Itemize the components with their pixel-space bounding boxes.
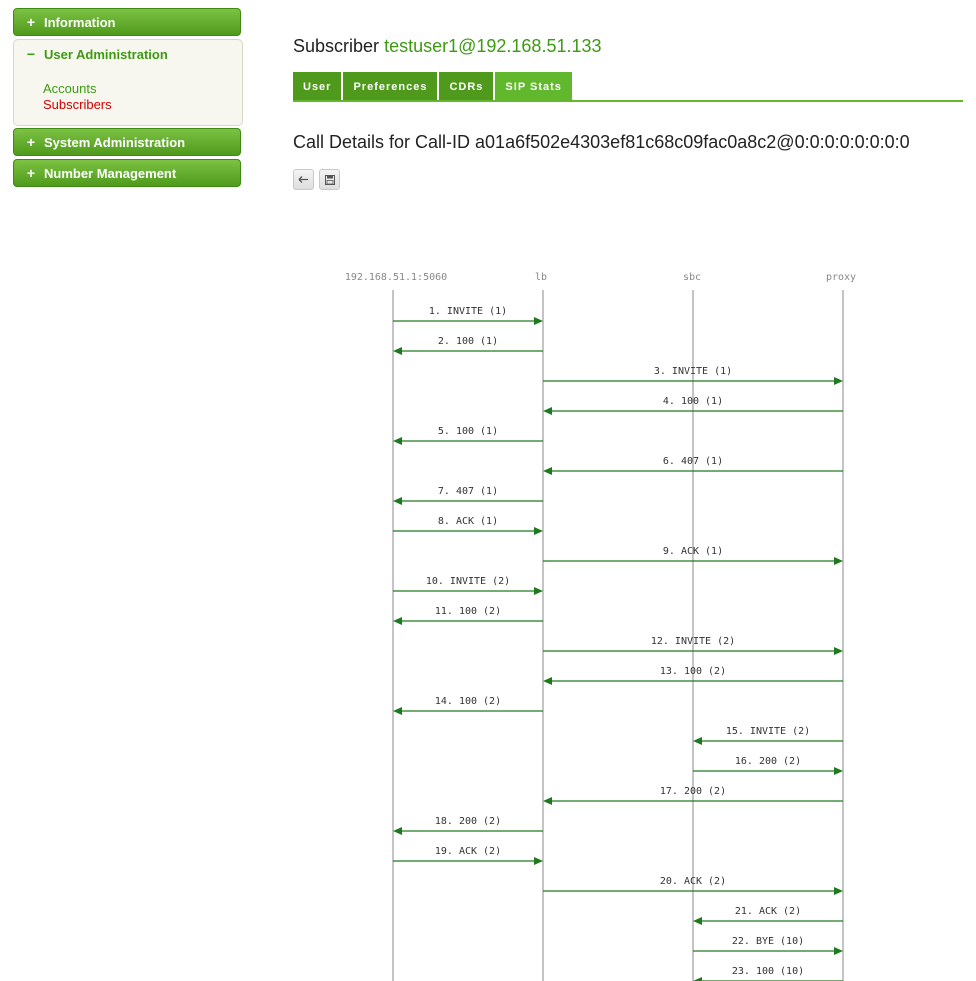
collapse-icon: − bbox=[26, 46, 36, 62]
sip-message[interactable] bbox=[393, 816, 543, 835]
sip-message[interactable] bbox=[393, 516, 543, 535]
arrow-head-icon bbox=[393, 497, 402, 505]
arrow-head-icon bbox=[393, 617, 402, 625]
arrow-head-icon bbox=[393, 347, 402, 355]
sip-message[interactable] bbox=[393, 606, 543, 625]
lane-label-2: sbc bbox=[682, 272, 702, 283]
expand-icon: + bbox=[26, 134, 36, 150]
sip-message[interactable] bbox=[393, 696, 543, 715]
message-label: 18. 200 (2) bbox=[434, 816, 502, 827]
sip-message[interactable] bbox=[393, 486, 543, 505]
sip-message[interactable] bbox=[393, 576, 543, 595]
accordion-information-label: Information bbox=[44, 14, 116, 30]
expand-icon: + bbox=[26, 165, 36, 181]
arrow-head-icon bbox=[543, 467, 552, 475]
arrow-head-icon bbox=[393, 437, 402, 445]
sip-message[interactable] bbox=[393, 846, 543, 865]
message-label: 7. 407 (1) bbox=[437, 486, 499, 497]
sip-message[interactable] bbox=[393, 306, 543, 325]
sip-message[interactable] bbox=[693, 936, 843, 955]
arrow-head-icon bbox=[834, 947, 843, 955]
arrow-head-icon bbox=[543, 407, 552, 415]
message-label: 10. INVITE (2) bbox=[425, 576, 511, 587]
message-label: 15. INVITE (2) bbox=[725, 726, 811, 737]
arrow-head-icon bbox=[534, 527, 543, 535]
arrow-head-icon bbox=[834, 557, 843, 565]
sip-message[interactable] bbox=[393, 336, 543, 355]
tab-cdrs[interactable]: CDRs bbox=[439, 72, 493, 102]
arrow-head-icon bbox=[393, 707, 402, 715]
message-label: 17. 200 (2) bbox=[659, 786, 727, 797]
message-label: 16. 200 (2) bbox=[734, 756, 802, 767]
arrow-head-icon bbox=[834, 887, 843, 895]
message-label: 14. 100 (2) bbox=[434, 696, 502, 707]
message-label: 9. ACK (1) bbox=[662, 546, 724, 557]
arrow-head-icon bbox=[393, 827, 402, 835]
message-label: 13. 100 (2) bbox=[659, 666, 727, 677]
tab-preferences[interactable]: Preferences bbox=[343, 72, 437, 102]
message-label: 11. 100 (2) bbox=[434, 606, 502, 617]
expand-icon: + bbox=[26, 14, 36, 30]
message-label: 4. 100 (1) bbox=[662, 396, 724, 407]
nav-link-subscribers[interactable]: Subscribers bbox=[43, 97, 112, 112]
lane-label-0: 192.168.51.1:5060 bbox=[344, 272, 448, 283]
arrow-head-icon bbox=[834, 377, 843, 385]
lane-label-1: lb bbox=[534, 272, 548, 283]
tab-user[interactable]: User bbox=[293, 72, 341, 102]
message-label: 20. ACK (2) bbox=[659, 876, 727, 887]
arrow-head-icon bbox=[834, 767, 843, 775]
message-label: 5. 100 (1) bbox=[437, 426, 499, 437]
subscriber-id: testuser1@192.168.51.133 bbox=[384, 36, 602, 56]
arrow-head-icon bbox=[693, 917, 702, 925]
sip-message[interactable] bbox=[693, 906, 843, 925]
call-details-title: Call Details for Call-ID a01a6f502e4303ef81c68c09fac0a8c2@0:0:0:0:0:0:0:0 bbox=[293, 132, 910, 152]
lane-label-3: proxy bbox=[825, 272, 857, 283]
message-label: 21. ACK (2) bbox=[734, 906, 802, 917]
sip-message[interactable] bbox=[693, 966, 843, 981]
arrow-head-icon bbox=[534, 857, 543, 865]
arrow-head-icon bbox=[543, 677, 552, 685]
arrow-head-icon bbox=[834, 647, 843, 655]
arrow-head-icon bbox=[534, 587, 543, 595]
arrow-head-icon bbox=[693, 737, 702, 745]
message-label: 3. INVITE (1) bbox=[653, 366, 733, 377]
sip-message[interactable] bbox=[393, 426, 543, 445]
message-label: 2. 100 (1) bbox=[437, 336, 499, 347]
message-label: 12. INVITE (2) bbox=[650, 636, 736, 647]
message-label: 6. 407 (1) bbox=[662, 456, 724, 467]
sip-message[interactable] bbox=[693, 756, 843, 775]
accordion-number-management-label: Number Management bbox=[44, 165, 177, 181]
message-label: 8. ACK (1) bbox=[437, 516, 499, 527]
tab-sip-stats[interactable]: SIP Stats bbox=[495, 72, 572, 102]
message-label: 23. 100 (10) bbox=[731, 966, 805, 977]
accordion-system-administration-label: System Administration bbox=[44, 134, 186, 150]
page-title-prefix: Subscriber bbox=[293, 36, 380, 56]
arrow-head-icon bbox=[543, 797, 552, 805]
sip-message[interactable] bbox=[693, 726, 843, 745]
message-label: 1. INVITE (1) bbox=[428, 306, 508, 317]
arrow-head-icon bbox=[693, 977, 702, 981]
accordion-user-administration-label: User Administration bbox=[44, 46, 168, 62]
arrow-head-icon bbox=[534, 317, 543, 325]
message-label: 22. BYE (10) bbox=[731, 936, 805, 947]
message-label: 19. ACK (2) bbox=[434, 846, 502, 857]
nav-link-accounts[interactable]: Accounts bbox=[43, 81, 97, 96]
